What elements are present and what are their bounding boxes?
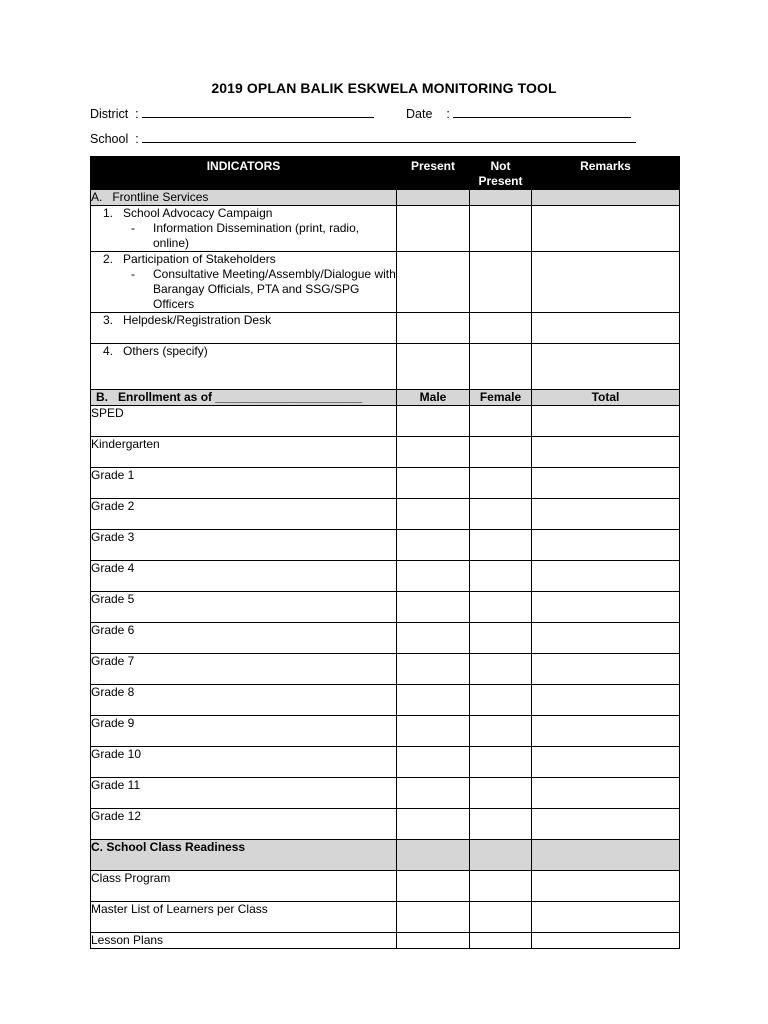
male-cell[interactable] bbox=[397, 499, 470, 530]
female-cell[interactable] bbox=[470, 809, 532, 840]
enrollment-label: Grade 11 bbox=[91, 778, 397, 809]
section-c-row bbox=[91, 840, 680, 871]
indicator-item bbox=[91, 344, 396, 359]
dash-bullet: - bbox=[131, 221, 135, 235]
indicator-cell bbox=[91, 313, 397, 344]
total-cell[interactable] bbox=[532, 778, 680, 809]
readiness-cell[interactable] bbox=[470, 840, 532, 871]
readiness-cell[interactable] bbox=[397, 871, 470, 902]
indicator-cell bbox=[91, 206, 397, 252]
header-remarks: Remarks bbox=[532, 157, 680, 190]
item-label: Others (specify) bbox=[123, 344, 208, 358]
school-field[interactable] bbox=[90, 131, 636, 146]
remarks-cell[interactable] bbox=[532, 252, 680, 313]
total-cell[interactable] bbox=[532, 654, 680, 685]
district-blank[interactable] bbox=[142, 106, 374, 118]
header-total: Total bbox=[532, 390, 680, 406]
header-male: Male bbox=[397, 390, 470, 406]
school-label: School bbox=[90, 132, 129, 146]
readiness-row bbox=[91, 902, 680, 933]
male-cell[interactable] bbox=[397, 809, 470, 840]
present-cell[interactable] bbox=[397, 344, 470, 390]
indicator-cell bbox=[91, 252, 397, 313]
enrollment-row bbox=[91, 623, 680, 654]
enrollment-row bbox=[91, 530, 680, 561]
school-blank[interactable] bbox=[142, 131, 636, 143]
female-cell[interactable] bbox=[470, 406, 532, 437]
male-cell[interactable] bbox=[397, 747, 470, 778]
total-cell[interactable] bbox=[532, 747, 680, 778]
female-cell[interactable] bbox=[470, 778, 532, 809]
indicator-row bbox=[91, 206, 680, 252]
enrollment-label: Grade 12 bbox=[91, 809, 397, 840]
sub-item-label: Information Dissemination (print, radio, online) bbox=[153, 221, 360, 250]
item-number: 3. bbox=[102, 313, 113, 327]
total-cell[interactable] bbox=[532, 592, 680, 623]
present-cell[interactable] bbox=[397, 206, 470, 252]
readiness-cell[interactable] bbox=[397, 933, 470, 949]
item-number: 2. bbox=[102, 252, 113, 266]
enrollment-label: Kindergarten bbox=[91, 437, 397, 468]
readiness-cell[interactable] bbox=[532, 902, 680, 933]
enrollment-label: Grade 3 bbox=[91, 530, 397, 561]
indicator-item bbox=[91, 252, 396, 267]
item-label: School Advocacy Campaign bbox=[123, 206, 273, 220]
remarks-cell[interactable] bbox=[532, 206, 680, 252]
readiness-cell[interactable] bbox=[470, 871, 532, 902]
enrollment-label: Grade 5 bbox=[91, 592, 397, 623]
section-a-title: A. Frontline Services bbox=[91, 190, 397, 206]
enrollment-row bbox=[91, 809, 680, 840]
sub-item bbox=[91, 221, 396, 251]
header-row bbox=[91, 157, 680, 190]
not-present-cell[interactable] bbox=[470, 206, 532, 252]
total-cell[interactable] bbox=[532, 716, 680, 747]
not-present-cell[interactable] bbox=[470, 344, 532, 390]
enrollment-row bbox=[91, 592, 680, 623]
date-colon: : bbox=[446, 107, 450, 121]
total-cell[interactable] bbox=[532, 623, 680, 654]
section-b-title: B. Enrollment as of ______________________ bbox=[91, 390, 397, 406]
female-cell[interactable] bbox=[470, 623, 532, 654]
enrollment-label: Grade 6 bbox=[91, 623, 397, 654]
indicator-item bbox=[91, 313, 396, 328]
enrollment-label: Grade 9 bbox=[91, 716, 397, 747]
remarks-cell[interactable] bbox=[532, 344, 680, 390]
item-label: Participation of Stakeholders bbox=[123, 252, 276, 266]
readiness-label: Master List of Learners per Class bbox=[91, 902, 397, 933]
enrollment-row bbox=[91, 499, 680, 530]
enrollment-row bbox=[91, 654, 680, 685]
section-c-title: C. School Class Readiness bbox=[91, 840, 397, 871]
dash-bullet: - bbox=[131, 267, 135, 281]
total-cell[interactable] bbox=[532, 561, 680, 592]
male-cell[interactable] bbox=[397, 778, 470, 809]
present-cell[interactable] bbox=[397, 313, 470, 344]
readiness-row bbox=[91, 933, 680, 949]
enrollment-row bbox=[91, 716, 680, 747]
indicator-row bbox=[91, 313, 680, 344]
monitoring-table bbox=[90, 156, 680, 949]
female-cell[interactable] bbox=[470, 437, 532, 468]
readiness-cell[interactable] bbox=[397, 902, 470, 933]
enrollment-row bbox=[91, 561, 680, 592]
male-cell[interactable] bbox=[397, 437, 470, 468]
female-cell[interactable] bbox=[470, 561, 532, 592]
enrollment-row bbox=[91, 685, 680, 716]
item-label: Helpdesk/Registration Desk bbox=[123, 313, 272, 327]
readiness-cell[interactable] bbox=[397, 840, 470, 871]
date-blank[interactable] bbox=[453, 106, 631, 118]
district-label: District bbox=[90, 107, 129, 121]
item-number: 1. bbox=[102, 206, 113, 220]
school-colon: : bbox=[135, 132, 139, 146]
total-cell[interactable] bbox=[532, 530, 680, 561]
header-present: Present bbox=[397, 157, 470, 190]
date-label: Date bbox=[406, 107, 433, 121]
indicator-row bbox=[91, 252, 680, 313]
header-not-present: Not Present bbox=[470, 157, 532, 190]
female-cell[interactable] bbox=[470, 654, 532, 685]
header-female: Female bbox=[470, 390, 532, 406]
readiness-cell[interactable] bbox=[532, 871, 680, 902]
enrollment-label: Grade 8 bbox=[91, 685, 397, 716]
total-cell[interactable] bbox=[532, 468, 680, 499]
enrollment-label: Grade 4 bbox=[91, 561, 397, 592]
enrollment-row bbox=[91, 437, 680, 468]
readiness-label: Class Program bbox=[91, 871, 397, 902]
female-cell[interactable] bbox=[470, 499, 532, 530]
present-cell[interactable] bbox=[397, 190, 470, 206]
female-cell[interactable] bbox=[470, 685, 532, 716]
female-cell[interactable] bbox=[470, 468, 532, 499]
district-colon: : bbox=[135, 107, 139, 121]
date-field[interactable] bbox=[406, 106, 631, 121]
total-cell[interactable] bbox=[532, 499, 680, 530]
indicator-item bbox=[91, 206, 396, 221]
male-cell[interactable] bbox=[397, 406, 470, 437]
item-number: 4. bbox=[102, 344, 113, 358]
readiness-cell[interactable] bbox=[470, 902, 532, 933]
not-present-cell[interactable] bbox=[470, 313, 532, 344]
enrollment-label: Grade 10 bbox=[91, 747, 397, 778]
readiness-cell[interactable] bbox=[470, 933, 532, 949]
present-cell[interactable] bbox=[397, 252, 470, 313]
male-cell[interactable] bbox=[397, 716, 470, 747]
male-cell[interactable] bbox=[397, 561, 470, 592]
header-indicators: INDICATORS bbox=[91, 157, 397, 190]
remarks-cell[interactable] bbox=[532, 190, 680, 206]
readiness-label: Lesson Plans bbox=[91, 933, 397, 949]
remarks-cell[interactable] bbox=[532, 313, 680, 344]
district-field[interactable] bbox=[90, 106, 374, 121]
not-present-cell[interactable] bbox=[470, 252, 532, 313]
total-cell[interactable] bbox=[532, 685, 680, 716]
male-cell[interactable] bbox=[397, 530, 470, 561]
readiness-cell[interactable] bbox=[532, 933, 680, 949]
female-cell[interactable] bbox=[470, 716, 532, 747]
sub-item bbox=[91, 267, 396, 312]
female-cell[interactable] bbox=[470, 747, 532, 778]
indicator-cell bbox=[91, 344, 397, 390]
enrollment-row bbox=[91, 406, 680, 437]
enrollment-row bbox=[91, 747, 680, 778]
total-cell[interactable] bbox=[532, 809, 680, 840]
enrollment-label: Grade 7 bbox=[91, 654, 397, 685]
page-title: 2019 OPLAN BALIK ESKWELA MONITORING TOOL bbox=[211, 80, 557, 96]
enrollment-row bbox=[91, 468, 680, 499]
total-cell[interactable] bbox=[532, 437, 680, 468]
male-cell[interactable] bbox=[397, 654, 470, 685]
readiness-cell[interactable] bbox=[532, 840, 680, 871]
indicator-row bbox=[91, 344, 680, 390]
enrollment-label: SPED bbox=[91, 406, 397, 437]
female-cell[interactable] bbox=[470, 592, 532, 623]
enrollment-row bbox=[91, 778, 680, 809]
section-b-row bbox=[91, 390, 680, 406]
male-cell[interactable] bbox=[397, 592, 470, 623]
not-present-cell[interactable] bbox=[470, 190, 532, 206]
total-cell[interactable] bbox=[532, 406, 680, 437]
enrollment-label: Grade 1 bbox=[91, 468, 397, 499]
sub-item-label: Consultative Meeting/Assembly/Dialogue with Barangay Officials, PTA and SSG/SPG Officers bbox=[153, 267, 396, 311]
female-cell[interactable] bbox=[470, 530, 532, 561]
section-a-row bbox=[91, 190, 680, 206]
readiness-row bbox=[91, 871, 680, 902]
male-cell[interactable] bbox=[397, 685, 470, 716]
male-cell[interactable] bbox=[397, 623, 470, 654]
male-cell[interactable] bbox=[397, 468, 470, 499]
enrollment-label: Grade 2 bbox=[91, 499, 397, 530]
